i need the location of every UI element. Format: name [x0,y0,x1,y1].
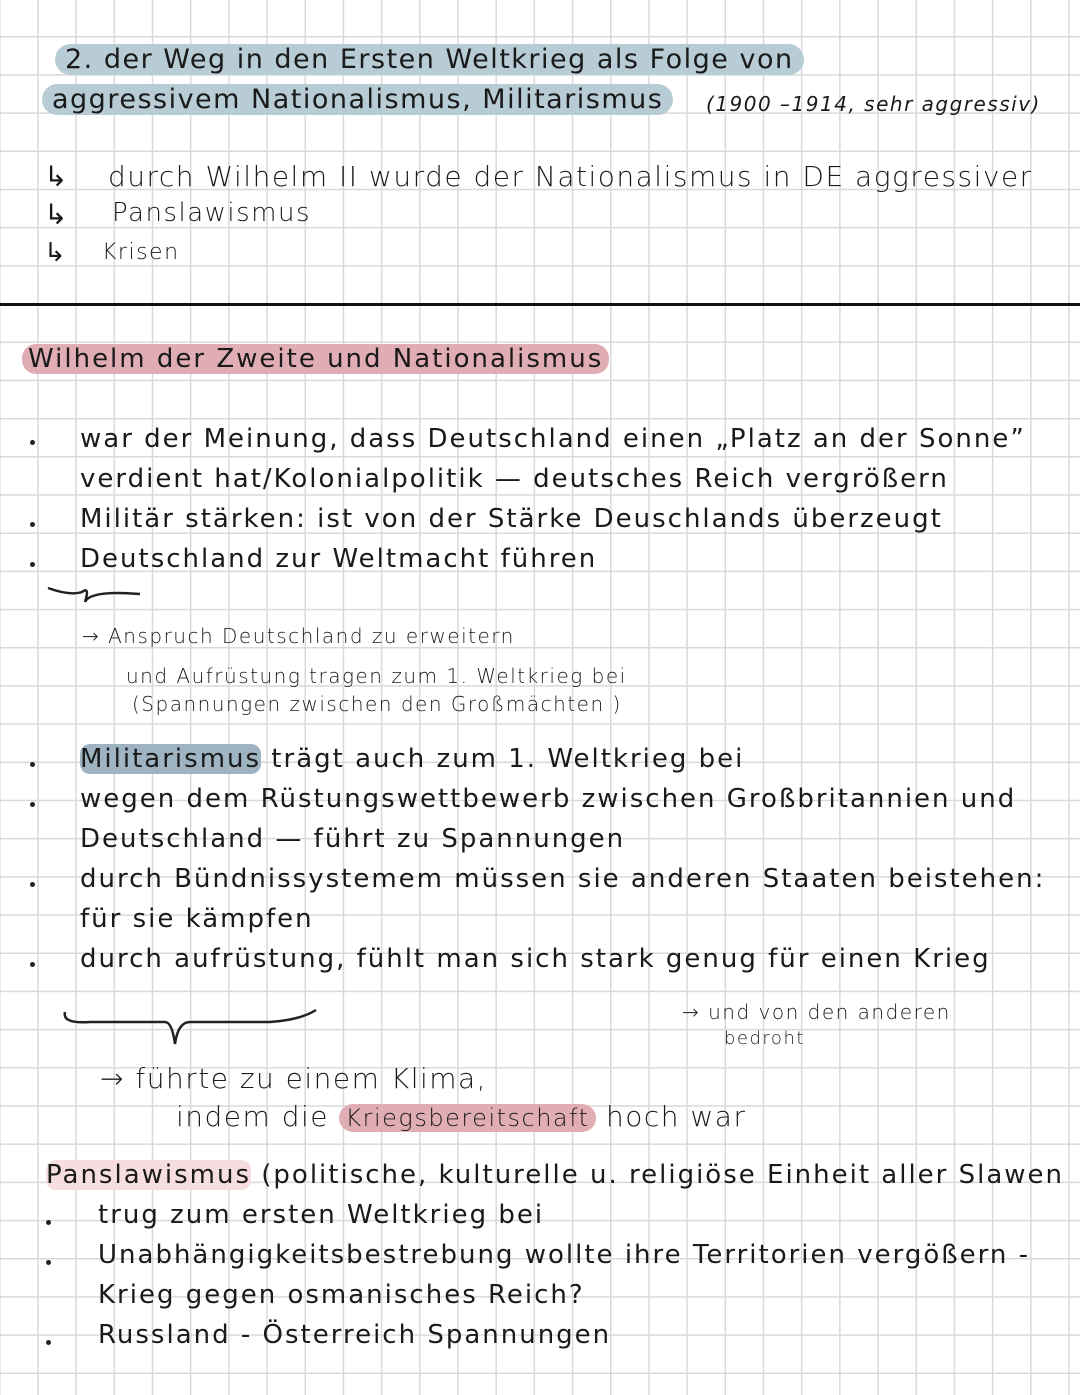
note-line: und Aufrüstung tragen zum 1. Weltkrieg bei [126,664,627,688]
brace-icon [40,582,150,608]
bullet-icon [30,562,35,567]
bullet-icon [30,522,35,527]
arrow-icon: ↳ [44,160,69,193]
bullet-text: Krieg gegen osmanisches Reich? [98,1280,585,1310]
panslawismus-heading: Panslawismus [46,1160,252,1190]
bullet-text: Militär stärken: ist von der Stärke Deuschlands überzeugt [80,504,943,534]
bullet-text: Russland - Österreich Spannungen [98,1320,612,1350]
bullet-text: trug zum ersten Weltkrieg bei [98,1200,545,1230]
note-line: → Anspruch Deutschland zu erweitern [82,624,515,648]
heading-line-1: 2. der Weg in den Ersten Weltkrieg als Folge von [55,44,804,75]
conclusion-text: indem die [176,1100,340,1133]
bullet-icon [30,882,35,887]
bullet-text: durch Bündnissystemem müssen sie anderen Staaten beistehen: [80,864,1046,894]
kriegsbereitschaft-highlight: Kriegsbereitschaft [339,1104,595,1132]
bullet-icon [46,1220,51,1225]
bullet-text: durch aufrüstung, fühlt man sich stark genug für einen Krieg [80,944,991,974]
bullet-text: war der Meinung, dass Deutschland einen „Platz an der Sonne” [80,424,1026,454]
bullet-text: trägt auch zum 1. Weltkrieg bei [261,744,745,774]
panslawismus-definition: (politische, kulturelle u. religiöse Einheit aller Slawen [251,1160,1065,1190]
brace-icon [60,1008,325,1048]
bullet-icon [30,440,35,445]
bullet-icon [46,1260,51,1265]
bullet-icon [30,962,35,967]
bullet-text: für sie kämpfen [80,904,314,934]
militarismus-highlight: Militarismus [80,744,262,774]
heading-date-note: (1900 –1914, sehr aggressiv) [706,92,1041,116]
conclusion-text: hoch war [595,1100,747,1133]
bullet-text: Deutschland — führt zu Spannungen [80,824,626,854]
point-item: Panslawismus [112,198,312,228]
side-note: bedroht [724,1028,805,1049]
arrow-icon: ↳ [44,238,68,268]
bullet-icon [30,762,35,767]
arrow-icon: ↳ [44,198,69,231]
bullet-text: Deutschland zur Weltmacht führen [80,544,598,574]
note-line: (Spannungen zwischen den Großmächten ) [132,692,622,716]
bullet-text: Unabhängigkeitsbestrebung wollte ihre Territorien vergößern - [98,1240,1031,1270]
conclusion-line: → führte zu einem Klima, [100,1062,488,1095]
heading-line-2: aggressivem Nationalismus, Militarismus [42,84,673,115]
point-item: Krisen [102,240,180,265]
bullet-icon [30,802,35,807]
wilhelm-heading: Wilhelm der Zweite und Nationalismus [22,344,609,374]
bullet-icon [46,1340,51,1345]
bullet-text: wegen dem Rüstungswettbewerb zwischen Großbritannien und [80,784,1017,814]
point-item: durch Wilhelm II wurde der Nationalismus in DE aggressiver [108,160,1033,193]
bullet-text: verdient hat/Kolonialpolitik — deutsches Reich vergrößern [80,464,949,494]
divider [0,303,1080,306]
side-note: → und von den anderen [682,1000,951,1024]
